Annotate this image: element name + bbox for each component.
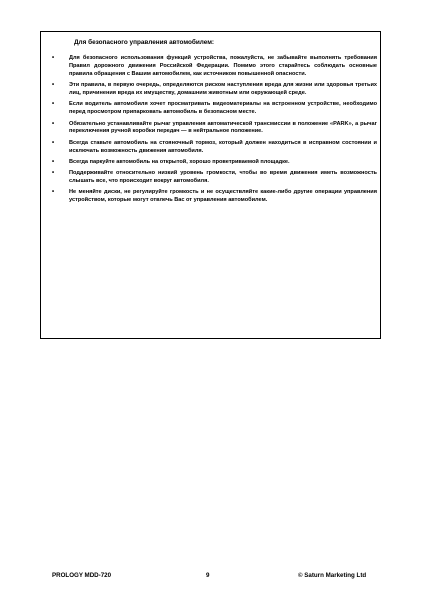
list-item xyxy=(52,121,377,137)
list-item xyxy=(52,189,377,205)
bullet-icon: • xyxy=(52,120,55,127)
section-heading: Для безопасного управления автомобилем: xyxy=(74,39,215,46)
list-item-text: Не меняйте диски, не регулируйте громкость и не осуществляйте какие-либо другие операции управления устройством, которые могут отвлечь Вас от управления автомобилем. xyxy=(69,189,377,204)
list-item xyxy=(52,140,377,156)
bullet-icon: • xyxy=(52,158,55,165)
bullet-icon: • xyxy=(52,139,55,146)
bullet-icon: • xyxy=(52,55,55,61)
footer-copyright: © Saturn Marketing Ltd xyxy=(298,572,367,579)
bullet-icon: • xyxy=(52,101,55,108)
list-item-text: Всегда паркуйте автомобиль на открытой, хорошо проветриваемой площадке. xyxy=(69,158,290,165)
bullet-icon: • xyxy=(52,189,55,196)
list-item-text: Эти правила, в первую очередь, определяются риском наступления вреда для жизни или здоровья третьих лиц, причинения вреда их имуществу, домашним животным или окружающей среде. xyxy=(69,82,377,97)
list-item-text: Поддерживайте относительно низкий уровень громкости, чтобы во время движения иметь возможность слышать все, что происходит вокруг автомобиля. xyxy=(69,170,377,185)
list-item xyxy=(52,82,377,98)
list-item-text: Всегда ставьте автомобиль на стояночный тормоз, который должен находиться в исправном состоянии и исключать возможность движения автомобиля. xyxy=(69,139,377,154)
bullet-icon: • xyxy=(52,82,55,89)
list-item xyxy=(52,101,377,117)
safety-rules-list xyxy=(52,55,377,209)
footer-model: PROLOGY MDD-720 xyxy=(52,572,112,579)
list-item-text: Для безопасного использования функций устройства, пожалуйста, не забывайте выполнять требования Правил дорожного движения Российской Федерации. Помимо этого старайтесь соблюдать основные правила обращения с Вашим автомобилем, как источником повышенной опасности. xyxy=(69,55,377,77)
list-item xyxy=(52,159,377,167)
list-item xyxy=(52,55,377,79)
list-item-text: Обязательно устанавливайте рычаг управления автоматической трансмиссии в положение «PARK», а рычаг переключения ручной коробки передач — в нейтральное положение. xyxy=(69,120,377,135)
list-item xyxy=(52,170,377,186)
footer-page-number: 9 xyxy=(206,572,210,579)
bullet-icon: • xyxy=(52,170,55,177)
list-item-text: Если водитель автомобиля хочет просматривать видеоматериалы на встроенном устройстве, необходимо перед просмотром припарковать автомобиль в безопасном месте. xyxy=(69,101,377,116)
